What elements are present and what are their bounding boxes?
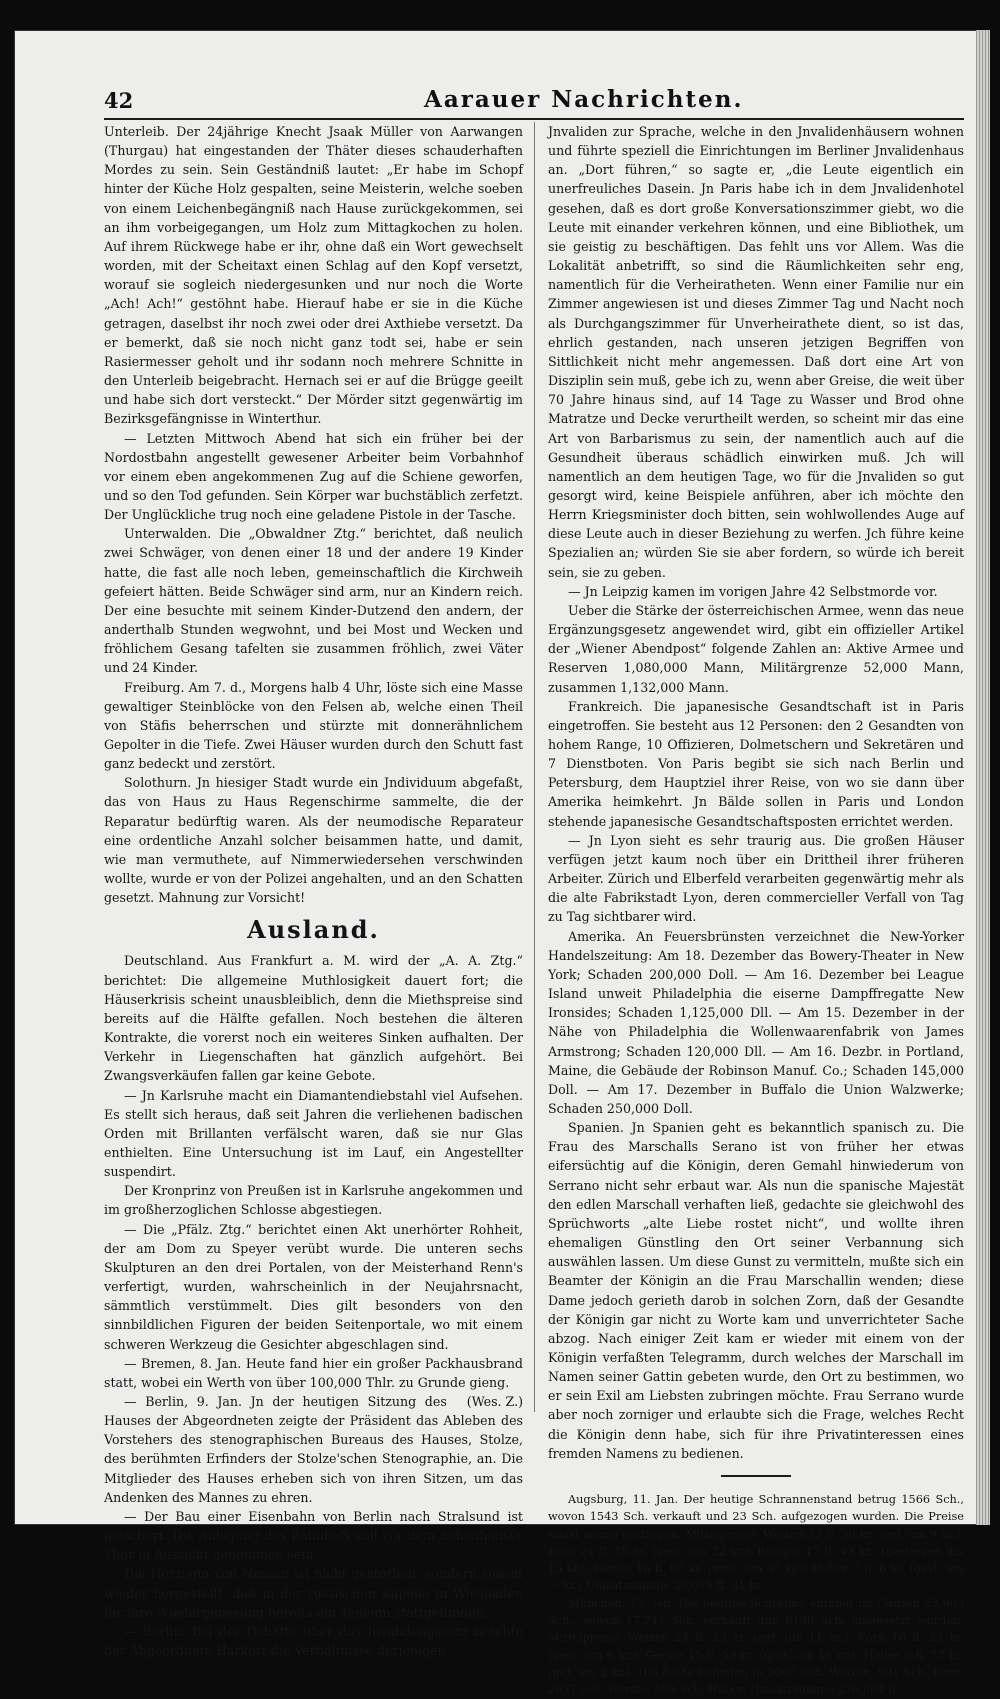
article-paragraph: — Die „Pfälz. Ztg.“ berichtet einen Akt unerhörter Rohheit, der am Dom zu Speyer verübt wurde. Die unteren sechs Skulpturen an den drei Portalen, von der Meisterhand Renn's verfertigt, wurden, wahrscheinlich in der Neujahrsnacht, sämmtlich verstümmelt. Dies gilt besonders von den sinnbildlichen Figuren der beiden Seitenportale, wo mit einem schweren Werkzeug die Gesichter abgeschlagen sind. [104,1221,523,1352]
section-heading: Ausland. [247,915,380,945]
page-number: 42 [104,88,134,113]
article-paragraph [104,1354,523,1409]
article-paragraph: Amerika. An Feuersbrünsten verzeichnet die New-Yorker Handelszeitung: Am 18. Dezember das Bowery-Theater in New York; Schaden 200,000 Doll. — Am 16. Dezember bei League Island unweit Philadelphia die eiserne Dampffregatte New Ironsides; Schaden 1,125,000 Dll. — Am 15. Dezember in der Nähe von Philadelphia die Wollenwaarenfabrik von James Armstrong; Schaden 120,000 Dll. — Am 16. Dezbr. in Portland, Maine, die Gebäude der Robinson Manuf. Co.; Schaden 145,000 Doll. — Am 17. Dezember in Buffalo die Union Walzwerke; Schaden 250,000 Doll. [548,928,964,1116]
article-paragraph: — Jn Karlsruhe macht ein Diamantendiebstahl viel Aufsehen. Es stellt sich heraus, daß seit Jahren die verliehenen badischen Orden mit Brillanten verfälscht waren, daß sie nur Glas enthielten. Eine Untersuchung ist im Lauf, ein Angestellter suspendirt. [104,1087,523,1180]
column-divider [534,122,535,1412]
page-edge [976,30,990,1525]
article-paragraph: — Der Bau einer Eisenbahn von Berlin nach Stralsund ist gesichert. Die Anlegung des Bahnhofs soll vor dem Schönhauser Thor in Aussicht genommen sein. [104,1508,523,1563]
article-paragraph: Spanien. Jn Spanien geht es bekanntlich spanisch zu. Die Frau des Marschalls Serano ist von früher her etwas eifersüchtig auf die Königin, deren Gemahl hinwiederum von Serrano nicht sehr erbaut war. Als nun die spanische Majestät den edlen Marschall verhaften ließ, gedachte sie gleichwohl des Sprüchworts „alte Liebe rostet nicht“, und wollte ihren ehemaligen Günstling den Ort seiner Verbannung sich auswählen lassen. Um diese Gunst zu vermitteln, mußte sich ein Beamter der Königin an die Frau Marschallin wenden; diese Dame jedoch gerieth darob in solchen Zorn, daß der Gesandte der Königin gar nicht zu Worte kam und unverrichteter Sache abzog. Nach einiger Zeit kam er wieder mit einem von der Königin verfaßten Telegramm, durch welches der Marschall im Namen seiner Gattin gebeten wurde, den Ort zu bestimmen, wo er sein Exil am Liebsten zubringen möchte. Frau Serrano wurde aber noch zorniger und erlaubte sich die Frage, welches Recht die Königin denn habe, sich für ihre Privatinteressen eines fremden Namens zu bedienen. [548,1120,964,1461]
article-paragraph: Unterwalden. Die „Obwaldner Ztg.“ berichtet, daß neulich zwei Schwäger, von denen einer 18 und der andere 19 Kinder hatte, die fast alle noch leben, gemeinschaftlich die Kirchweih gefeiert hätten. Beide Schwäger sind arm, nur an Kindern reich. Der eine besuchte mit seinem Kinder-Dutzend den andern, der anderthalb Stunden wegwohnt, und bei Most und Wecken und fröhlichem Gesang tafelten sie zusammen fröhlich, zwei Väter und 24 Kinder. [104,526,523,676]
right-column [548,122,964,1699]
section-rule [721,1475,791,1477]
article-paragraph: — Berlin, 9. Jan. Jn der heutigen Sitzung des Hauses der Abgeordneten zeigte der Präsident das Ableben des Vorstehers des stenographischen Bureaus des Hauses, Stolze, des berühmten Erfinders der Stolze'schen Stenographie, an. Die Mitglieder des Hauses erheben sich von ihren Sitzen, um das Andenken des Mannes zu ehren. [104,1394,523,1505]
article-paragraph: Deutschland. Aus Frankfurt a. M. wird der „A. A. Ztg.“ berichtet: Die allgemeine Muthlosigkeit dauert fort; die Häuserkrisis scheint unausbleiblich, denn die Miethspreise sind bereits auf die Hälfte gefallen. Noch bestehen die älteren Kontrakte, die vorerst noch ein weiteres Sinken aufhalten. Der Verkehr in Liegenschaften hat gänzlich aufgehört. Bei Zwangsverkäufen fallen gar keine Gebote. [104,953,523,1084]
article-paragraph: Frankreich. Die japanesische Gesandtschaft ist in Paris eingetroffen. Sie besteht aus 12 Personen: den 2 Gesandten von hohem Range, 10 Offizieren, Dolmetschern und Sekretären und 7 Dienstboten. Von Paris begibt sie sich nach Berlin und Petersburg, dem Hauptziel ihrer Reise, von wo sie dann über Amerika heimkehrt. Jn Bälde sollen in Paris und London stehende japanesische Gesandtschaftsposten errichtet werden. [548,698,964,829]
page-header [104,84,964,120]
market-report: Augsburg, 11. Jan. Der heutige Schrannenstand betrug 1566 Sch., wovon 1543 Sch. verkauft und 23 Sch. aufgezogen wurden. Die Preise meist wenig gestiegen. Mittelpreise: Weizen 22 fl. 30 kr. (gef. um 9 kr.); Korn 24 fl. 15 kr. (gest. um 22 kr.); Roggen 17 fl. 43 kr.; (gestiegen um 13 kr.); Gerste 16 fl. 07 kr. (gest. um 37 kr.); Haber 7 fl. 6 kr. (gest. um — kr.) Umsatzsumme 26,015 fl. 31 kr. [548,1492,964,1593]
article-paragraph: — Berlin. Bei der Debatte über das Jnvalidengesetz brachte der Abgeordnete Harkort die Verhältnisse derjenigen [104,1623,523,1659]
article-paragraph: Die Herzogin von Nassau ist nicht gestorben, sondern soweit wieder hergestellt, daß in der russischen Kapelle in Wiesbaden für ihre Wiedergenesung bereits ein Tedeum stattgefunden. [104,1566,523,1620]
article-text: — Bremen, 8. Jan. Heute fand hier ein großer Packhausbrand statt, wobei ein Werth von über 100,000 Thlr. zu Grunde gieng. [104,1355,523,1390]
article-paragraph: — Jn Lyon sieht es sehr traurig aus. Die großen Häuser verfügen jetzt kaum noch über ein Drittheil ihrer früheren Arbeiter. Zürich und Elberfeld verarbeiten gegenwärtig mehr als die alte Fabrikstadt Lyon, deren commercieller Verfall von Tag zu Tag sichtbarer wird. [548,832,964,925]
source-attribution: (Wes. Z.) [466,1394,523,1409]
article-paragraph: Der Kronprinz von Preußen ist in Karlsruhe angekommen und im großherzoglichen Schlosse abgestiegen. [104,1183,523,1218]
left-column [104,122,523,1660]
article-paragraph: Freiburg. Am 7. d., Morgens halb 4 Uhr, löste sich eine Masse gewaltiger Steinblöcke von den Felsen ab, welche einen Theil von Stäfis beherrschen und stürzte mit donnerähnlichem Gepolter in die Tiefe. Zwei Häuser wurden durch den Schutt fast ganz bedeckt und zerstört. [104,679,523,772]
article-paragraph: — Jn Leipzig kamen im vorigen Jahre 42 Selbstmorde vor. [568,583,938,599]
article-paragraph: Solothurn. Jn hiesiger Stadt wurde ein Jndividuum abgefaßt, das von Haus zu Haus Regenschirme sammelte, die der Reparatur bedürftig waren. Als der neumodische Reparateur eine ordentliche Anzahl solcher beisammen hatte, und damit, wie man vermuthete, auf Nimmerwiedersehen verschwinden wollte, wurde er von der Polizei angehalten, und an den Schatten gesetzt. Mahnung zur Vorsicht! [104,775,523,906]
masthead-title: Aarauer Nachrichten. [424,86,744,113]
article-paragraph: Ueber die Stärke der österreichischen Armee, wenn das neue Ergänzungsgesetz angewendet wird, gibt ein offizieller Artikel der „Wiener Abendpost“ folgende Zahlen an: Aktive Armee und Reserven 1,080,000 Mann, Militärgrenze 52,000 Mann, zusammen 1,132,000 Mann. [548,602,964,695]
article-paragraph: Unterleib. Der 24jährige Knecht Jsaak Müller von Aarwangen (Thurgau) hat eingestanden der Thäter dieses schauderhaften Mordes zu sein. Sein Geständniß lautet: „Er habe im Schopf hinter der Küche Holz gespalten, seine Meisterin, welche soeben von einem Leichenbegängniß nach Hause zurückgekommen, sei an ihm vorbeigegangen, um Holz zum Mittagkochen zu holen. Auf ihrem Rückwege habe er ihr, ohne daß ein Wort gewechselt worden, mit der Scheitaxt einen Schlag auf den Kopf versetzt, worauf sie sogleich niedergesunken und nur noch die Worte „Ach! Ach!“ gestöhnt habe. Hierauf habe er sie in die Küche getragen, daselbst ihr noch zwei oder drei Axthiebe versetzt. Da er bemerkt, daß sie noch nicht ganz todt sei, habe er sein Rasiermesser geholt und ihr sodann noch mehrere Schnitte in den Unterleib beigebracht. Hernach sei er auf die Brügge geeilt und habe sich dort versteckt.“ Der Mörder sitzt gegenwärtig im Bezirksgefängnisse in Winterthur. [104,124,523,427]
article-paragraph: Jnvaliden zur Sprache, welche in den Jnvalidenhäusern wohnen und führte speziell die Einrichtungen im Berliner Jnvalidenhaus an. „Dort führen,“ so sagte er, „die Leute eigentlich ein unerfreuliches Dasein. Jn Paris habe ich in dem Jnvalidenhotel gesehen, daß es dort große Konversationszimmer giebt, wo die Leute mit einander verkehren können, und eine Bibliothek, um sie geistig zu beschäftigen. Das fehlt uns vor Allem. Was die Lokalität anbetrifft, so sind die Räumlichkeiten sehr eng, namentlich für die Verheiratheten. Wenn einer Familie nur ein Zimmer angewiesen ist und dieses Zimmer Tag und Nacht noch als Durchgangszimmer für Unverheirathete dient, so ist das, ehrlich gestanden, nach unseren jetzigen Begriffen von Sittlichkeit nicht mehr angemessen. Daß dort eine Art von Disziplin sein muß, gebe ich zu, wenn aber Greise, die weit über 70 Jahre hinaus sind, auf 14 Tage zu Wasser und Brod ohne Matratze und Decke verurtheilt werden, so scheint mir das eine Art von Barbarismus zu sein, der namentlich auch auf die Gesundheit überaus schädlich einwirken muß. Jch will namentlich an dem heutigen Tage, wo für die Jnvaliden so gut gesorgt wird, keine Beispiele anführen, aber ich möchte den Herrn Kriegsminister doch bitten, sein wohlwollendes Auge auf diese Leute auch in dieser Beziehung zu werfen. Jch führe keine Spezialien an; würden Sie sie aber fordern, so würde ich bereit sein, sie zu geben. [548,124,964,580]
article-paragraph: — Letzten Mittwoch Abend hat sich ein früher bei der Nordostbahn angestellt gewesener Arbeiter beim Vorbahnhof vor einem eben angekommenen Zug auf die Schiene geworfen, und so den Tod gefunden. Sein Körper war buchstäblich zerfetzt. Der Unglückliche trug noch eine geladene Pistole in der Tasche. [104,430,523,523]
market-report: München, 12. Jan. Die heutige Schranne enthielt im Ganzen 23,909 Sch., wovon 17,711 Sch. verkauft und 6198 Sch. eingesetzt wurden. Mittelpreise: Weizen 24 fl. 23 kr. (gef. um 11 kr.); Korn 16 fl. 23 kr. (gest. um 6 kr.); Gerste 15 fl. 53 kr. (gest. um 18 kr.); Haber 6 fl. 57 kr. (gef. um 2 kr.). Die Reste befinden in 2067 Sch. Weizen, 991 Sch. Korn, 2637 Sch. Gerste, 503 Sch. Haber. Umsatzsumme 276,804 fl. [548,1596,964,1697]
